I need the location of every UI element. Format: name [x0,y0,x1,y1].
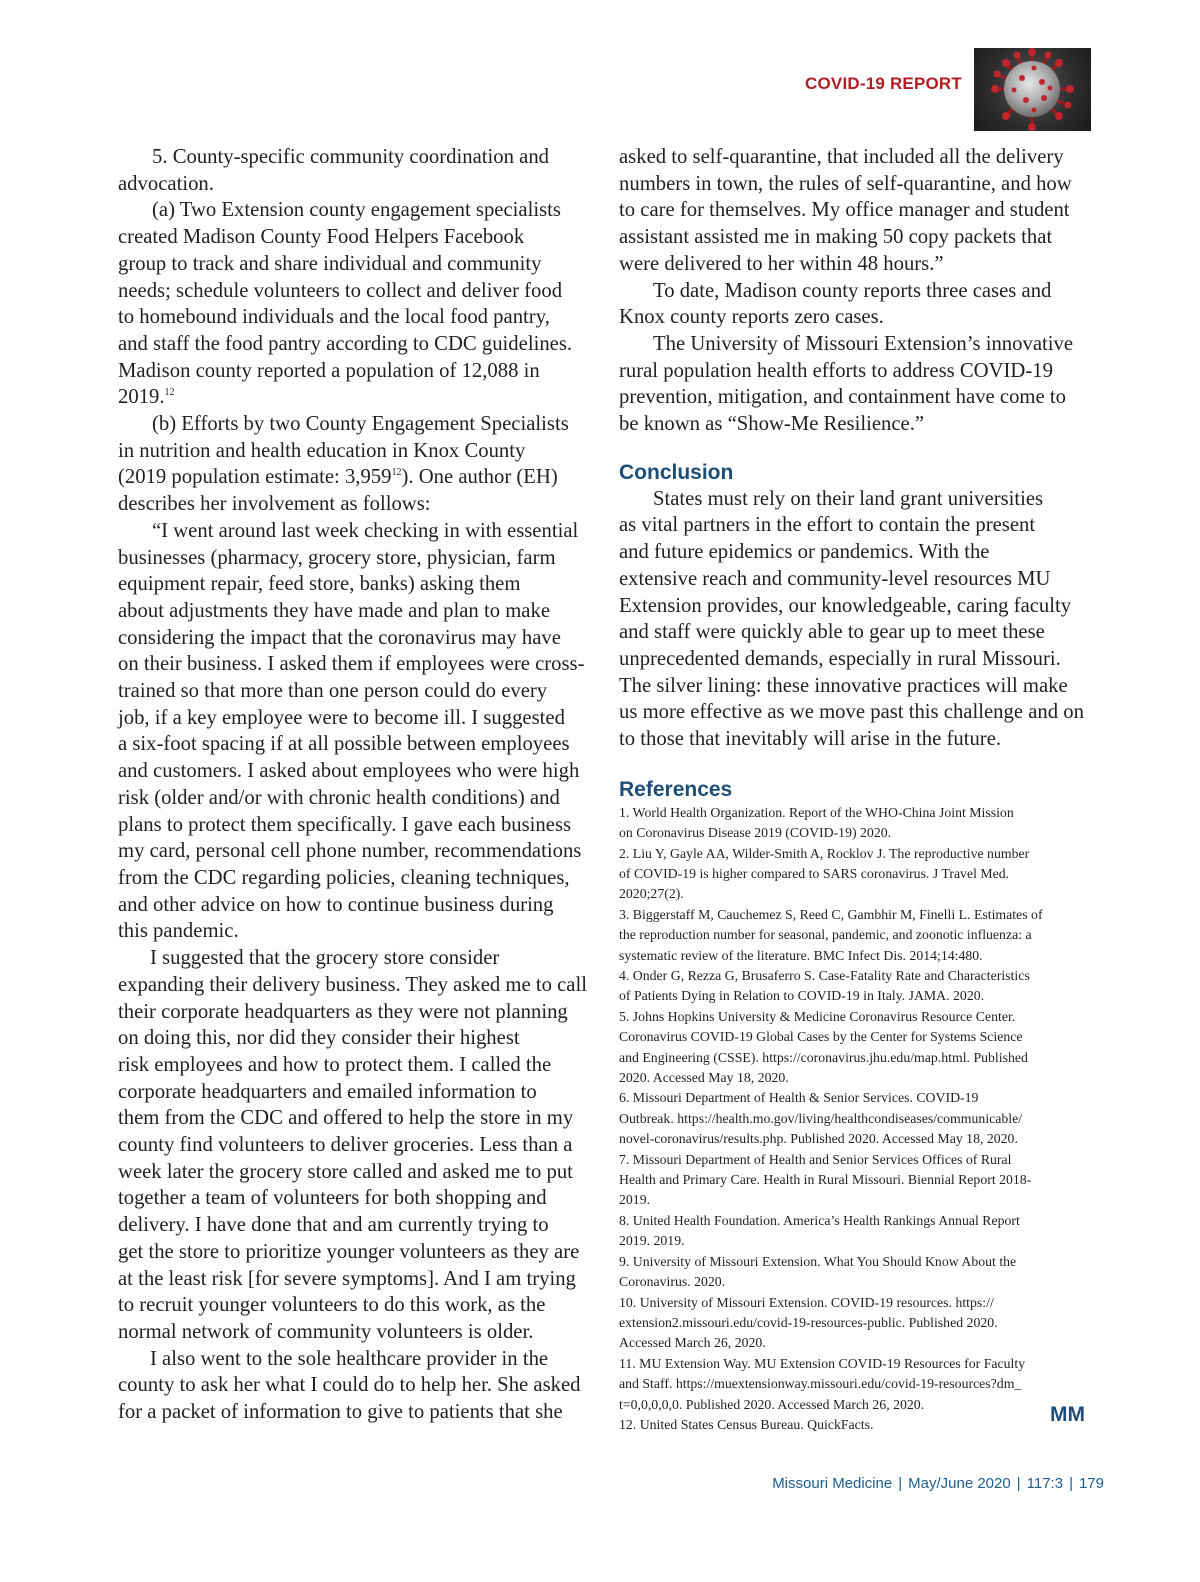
citation-superscript: 12 [391,467,402,479]
right-column [619,144,1093,1435]
coronavirus-icon [974,48,1091,131]
paragraph-madison-county: (a) Two Extension county engagement specialists created Madison County Food Helpers Facebook group to track and share individual and community needs; schedule volunteers to collect and deliver food to homebound individuals and the local food pantry, and staff the food pantry according to CDC guidelines. Madison county reported a population of 12,088 in 2019.12 [118,199,573,409]
paragraph-grocery-store: I suggested that the grocery store consider expanding their delivery business. They asked me to call their corporate headquarters as they were not planning on doing this, nor did they consider their highest risk employees and how to protect them. I called the corporate headquarters and emailed information to them from the CDC and offered to help the store in my county find volunteers to deliver groceries. Less than a week later the grocery store called and asked me to put together a team of volunteers for both shopping and delivery. I have done that and am currently trying to get the store to prioritize younger volunteers as they are at the least risk [for severe symptoms]. And I am trying to recruit younger volunteers to do this work, as the normal network of community volunteers is older. [118,947,587,1343]
coronavirus-image [974,48,1091,131]
reference-item: 9. University of Missouri Extension. What You Should Know About the Coronavirus. 2020. [619,1253,1017,1290]
footer-separator: | [1016,1475,1021,1492]
paragraph-quarantine-packets: asked to self-quarantine, that included all the delivery numbers in town, the rules of self-quarantine, and how to care for themselves. My office manager and student assistant assisted me in making 50 copy packets that were delivered to her within 48 hours.” [619,146,1072,275]
reference-item: 8. United Health Foundation. America’s Health Rankings Annual Report 2019. 2019. [619,1212,1020,1249]
paragraph-conclusion: States must rely on their land grant universities as vital partners in the effort to contain the present and future epidemics or pandemics. With the extensive reach and community-level resources MU Extension provides, our knowledgeable, caring faculty and staff were quickly able to gear up to meet these unprecedented demands, especially in rural Missouri. The silver lining: these innovative practices will make us more effective as we move past this challenge and on to those that inevitably will arise in the future. [619,487,1084,751]
reference-item: 4. Onder G, Rezza G, Brusaferro S. Case-Fatality Rate and Characteristics of Patients Dying in Relation to COVID-19 in Italy. JAMA. 2020. [619,968,1030,1004]
reference-item: 3. Biggerstaff M, Cauchemez S, Reed C, Gambhir M, Finelli L. Estimates of the reproduction number for seasonal, pandemic, and zoonotic influenza: a systematic review of the literature. BMC Infect Dis. 2014;14:480. [619,906,1043,963]
footer-separator: | [898,1475,903,1492]
reference-item: 1. World Health Organization. Report of the WHO-China Joint Mission on Coronavirus Disease 2019 (COVID-19) 2020. [619,804,1014,841]
mm-logo: MM [1050,1403,1085,1426]
journal-name: Missouri Medicine [772,1475,893,1492]
page-number: 179 [1078,1475,1104,1492]
conclusion-heading: Conclusion [619,460,734,484]
paragraph-healthcare-provider: I also went to the sole healthcare provider in the county to ask her what I could do to help her. She asked for a packet of information to give to patients that she [118,1347,581,1424]
report-label: COVID-19 REPORT [805,74,962,93]
reference-item: 2. Liu Y, Gayle AA, Wilder-Smith A, Rocklov J. The reproductive number of COVID-19 is higher compared to SARS coronavirus. J Travel Med. 2020;27(2). [619,845,1030,902]
paragraph-quote-businesses: “I went around last week checking in with essential businesses (pharmacy, grocery store, physician, farm equipment repair, feed store, banks) asking them about adjustments they have made and plan to make considering the impact that the coronavirus may have on their business. I asked them if employees were cross- trained so that more than one person could do every job, if a key employee were to become ill. I suggested a six-foot spacing if at all possible between employees and customers. I asked about employees who were high risk (older and/or with chronic health conditions) and plans to protect them specifically. I gave each business my card, personal cell phone number, recommendations from the CDC regarding policies, cleaning techniques, and other advice on how to continue business during this pandemic. [118,519,585,943]
reference-item: 7. Missouri Department of Health and Senior Services Offices of Rural Health and Primary Care. Health in Rural Missouri. Biennial Report 2018- 2019. [619,1151,1032,1208]
left-column [118,144,598,1426]
references-heading: References [619,777,733,801]
reference-item: 6. Missouri Department of Health & Senior Services. COVID-19 Outbreak. https://health.mo.gov/living/healthcondiseases/communicable/ novel-coronavirus/results.php. Published 2020. Accessed May 18, 2020. [619,1090,1023,1147]
reference-item: 10. University of Missouri Extension. COVID-19 resources. https:// extension2.missouri.edu/covid-19-resources-public. Published 2020. Accessed March 26, 2020. [619,1294,998,1351]
issue-date: May/June 2020 [908,1475,1011,1492]
paragraph-show-me-resilience: The University of Missouri Extension’s innovative rural population health efforts to address COVID-19 prevention, mitigation, and containment have come to be known as “Show-Me Resilience.” [619,332,1074,436]
references-list [619,803,1093,1436]
paragraph-knox-county: (b) Efforts by two County Engagement Specialists in nutrition and health education in Knox County (2019 population estimate: 3,959$^{12}$). One author (EH) describes her involvement as follows: [118,413,569,516]
paragraph-county-coordination: 5. County-specific community coordination and advocation. [118,146,550,195]
page-footer [772,1475,1104,1492]
volume-issue: 117:3 [1026,1475,1064,1492]
paragraph-case-counts: To date, Madison county reports three cases and Knox county reports zero cases. [619,279,1052,329]
reference-item: 11. MU Extension Way. MU Extension COVID-19 Resources for Faculty and Staff. https://muextensionway.missouri.edu/covid-19-resources?dm_ t=0,0,0,0,0. Published 2020. Accessed March 26, 2020. [619,1355,1026,1412]
footer-separator: | [1069,1475,1073,1492]
reference-item: 5. Johns Hopkins University & Medicine Coronavirus Resource Center. Coronavirus COVID-19 Global Cases by the Center for Systems Science and Engineering (CSSE). https://coronavirus.jhu.edu/map.html. Published 2020. Accessed May 18, 2020. [619,1008,1028,1086]
reference-item: 12. United States Census Bureau. QuickFacts. [619,1416,874,1432]
citation-superscript: 12 [164,387,175,399]
